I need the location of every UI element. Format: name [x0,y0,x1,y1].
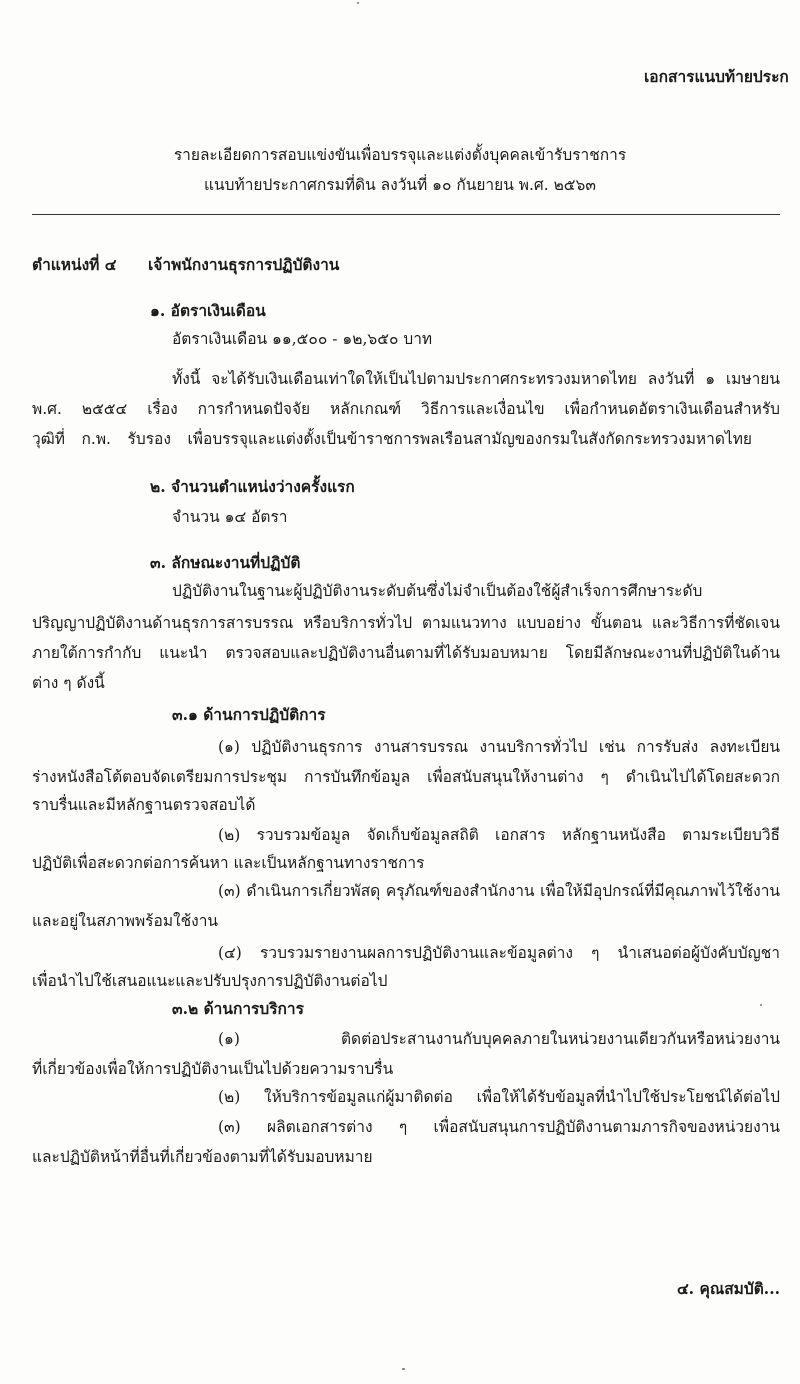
subsection-3-1-heading: ๓.๑ ด้านการปฏิบัติการ [172,705,326,724]
section-2-heading: ๒. จำนวนตำแหน่งว่างครั้งแรก [150,477,355,496]
list-item: (๑) ปฏิบัติงานธุรการ งานสารบรรณ งานบริการทั่วไป เช่น การรับส่ง ลงทะเบียน [218,738,780,756]
vacancy-count: จำนวน ๑๔ อัตรา [172,508,288,526]
list-item: ที่เกี่ยวข้องเพื่อให้การปฏิบัติงานเป็นไปด้วยความราบรื่น [32,1060,394,1078]
paragraph-line: ทั้งนี้ จะได้รับเงินเดือนเท่าใดให้เป็นไปตามประกาศกระทรวงมหาดไทย ลงวันที่ ๑ เมษายน [172,370,780,388]
list-item: (๓) ดำเนินการเกี่ยวพัสดุ ครุภัณฑ์ของสำนักงาน เพื่อให้มีอุปกรณ์ที่มีคุณภาพไว้ใช้งาน [218,882,780,900]
continued-marker: ๔. คุณสมบัติ... [676,1279,780,1298]
list-item: และอยู่ในสภาพพร้อมใช้งาน [32,912,218,930]
list-item: (๔) รวบรวมรายงานผลการปฏิบัติงานและข้อมูลต่าง ๆ นำเสนอต่อผู้บังคับบัญชา [218,944,780,962]
salary-rate: อัตราเงินเดือน ๑๑,๕๐๐ - ๑๒,๖๕๐ บาท [172,330,433,348]
document-title: รายละเอียดการสอบแข่งขันเพื่อบรรจุและแต่งตั้งบุคคลเข้ารับราชการ [173,146,627,164]
paragraph-line: ต่าง ๆ ดังนี้ [32,674,105,692]
corner-label: เอกสารแนบท้ายประก [644,67,789,86]
paragraph-line: ภายใต้การกำกับ แนะนำ ตรวจสอบและปฏิบัติงานอื่นตามที่ได้รับมอบหมาย โดยมีลักษณะงานที่ปฏิบัติในด้าน [32,644,780,662]
list-item: เพื่อนำไปใช้เสนอแนะและปรับปรุงการปฏิบัติงานต่อไป [32,972,388,990]
position-name: เจ้าพนักงานธุรการปฏิบัติงาน [148,255,340,274]
scan-speck [357,2,359,4]
list-item: (๓) ผลิตเอกสารต่าง ๆ เพื่อสนับสนุนการปฏิบัติงานตามภารกิจของหน่วยงาน [218,1118,780,1136]
paragraph-line: ปฏิบัติงานในฐานะผู้ปฏิบัติงานระดับต้นซึ่งไม่จำเป็นต้องใช้ผู้สำเร็จการศึกษาระดับ [172,582,703,600]
list-item: และปฏิบัติหน้าที่อื่นที่เกี่ยวข้องตามที่ได้รับมอบหมาย [32,1148,373,1166]
list-item: (๒) รวบรวมข้อมูล จัดเก็บข้อมูลสถิติ เอกสาร หลักฐานหนังสือ ตามระเบียบวิธี [218,826,780,844]
document-subtitle: แนบท้ายประกาศกรมที่ดิน ลงวันที่ ๑๐ กันยายน พ.ศ. ๒๕๖๓ [204,176,596,194]
list-item: ราบรื่นและมีหลักฐานตรวจสอบได้ [32,796,256,814]
list-item: (๒) ให้บริการข้อมูลแก่ผู้มาติดต่อ เพื่อให้ได้รับข้อมูลที่นำไปใช้ประโยชน์ได้ต่อไป [218,1088,780,1106]
list-item: ปฏิบัติเพื่อสะดวกต่อการค้นหา และเป็นหลักฐานทางราชการ [32,854,425,872]
paragraph-line: วุฒิที่ ก.พ. รับรอง เพื่อบรรจุและแต่งตั้งเป็นข้าราชการพลเรือนสามัญของกรมในสังกัดกระทรวงมหาดไทย [32,430,752,448]
paragraph-line: พ.ศ. ๒๕๕๔ เรื่อง การกำหนดปัจจัย หลักเกณฑ์ วิธีการและเงื่อนไข เพื่อกำหนดอัตราเงินเดือนสำหรับ [32,400,780,418]
paragraph-line: ปริญญาปฏิบัติงานด้านธุรการสารบรรณ หรือบริการทั่วไป ตามแนวทาง แบบอย่าง ขั้นตอน และวิธีการที่ชัดเจน [32,614,780,632]
position-label: ตำแหน่งที่ ๔ [32,255,117,274]
subsection-3-2-heading: ๓.๒ ด้านการบริการ [172,999,304,1018]
scan-speck [760,1004,762,1006]
list-item: (๑) ติดต่อประสานงานกับบุคคลภายในหน่วยงานเดียวกันหรือหน่วยงาน [218,1030,780,1048]
section-1-heading: ๑. อัตราเงินเดือน [150,301,266,320]
scan-speck [402,1368,405,1370]
list-item: ร่างหนังสือโต้ตอบจัดเตรียมการประชุม การบันทึกข้อมูล เพื่อสนับสนุนให้งานต่าง ๆ ดำเนินไปได้โดยสะดวก [32,768,780,786]
section-3-heading: ๓. ลักษณะงานที่ปฏิบัติ [150,553,301,572]
header-divider [32,214,780,215]
